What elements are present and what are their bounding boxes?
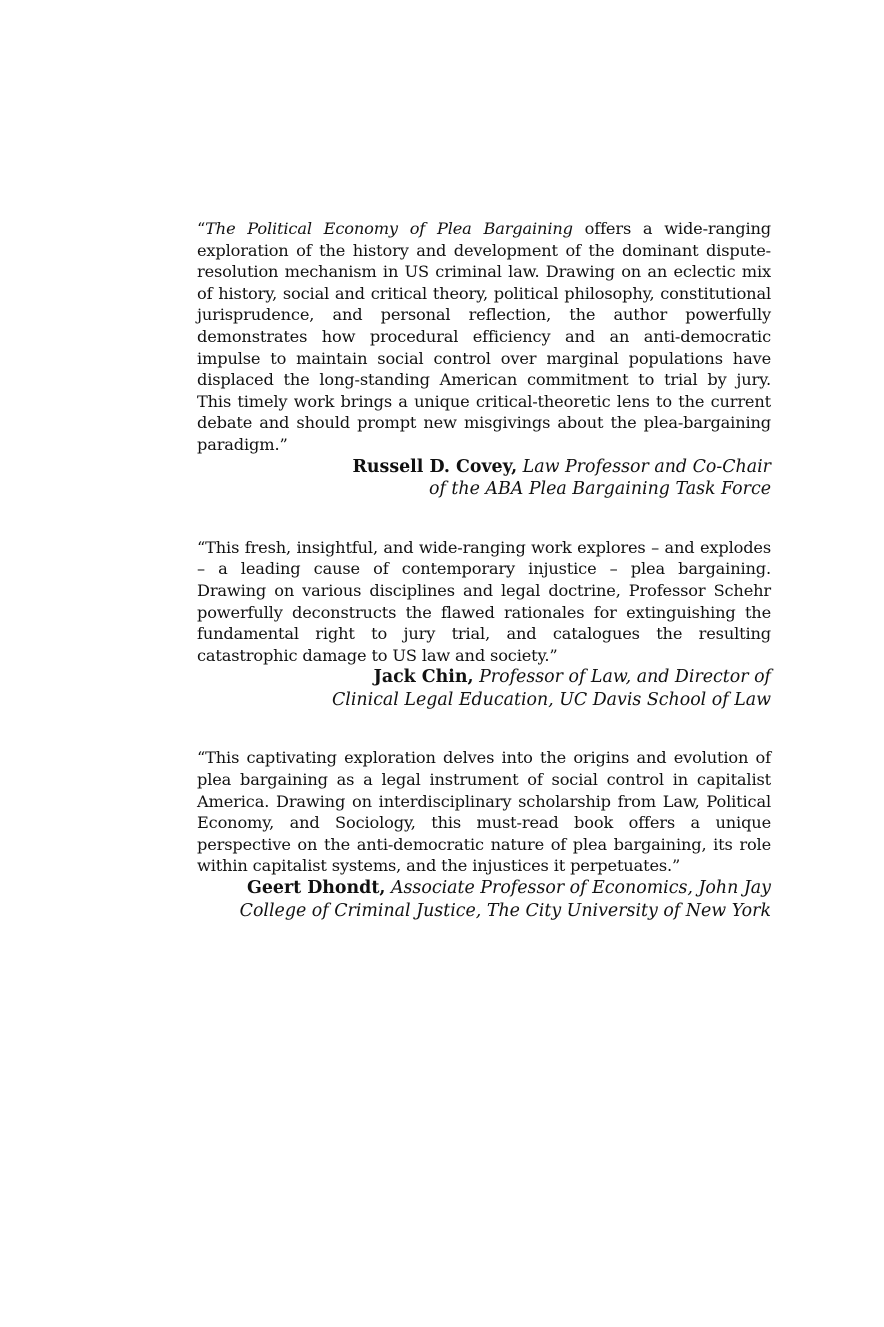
endorsement-quote: “This fresh, insightful, and wide-ranging work explores – and explodes – a leading cause of contemporary injustice – plea bargaining. Drawing on various disciplines and legal doctrine, Professor Schehr powerfully deconstructs the flawed rationales for extinguishing the fundamental right to jury trial, and catalogues the resulting catastrophic damage to US law and society.”: [197, 537, 771, 665]
endorsement-attribution: [197, 877, 771, 922]
endorsements-page: [197, 218, 771, 958]
endorser-title: Associate Professor of Economics, John Jay: [385, 878, 771, 899]
endorser-name: Russell D. Covey,: [352, 456, 518, 477]
endorser-affiliation: Clinical Legal Education, UC Davis School of Law: [332, 689, 771, 710]
endorser-name: Jack Chin,: [373, 667, 474, 688]
open-quote: “: [197, 219, 206, 238]
endorser-affiliation: College of Criminal Justice, The City University of New York: [239, 900, 771, 921]
endorsement-attribution: [197, 456, 771, 501]
endorsement-quote: [197, 218, 771, 456]
endorser-title: Law Professor and Co-Chair: [517, 456, 771, 477]
endorser-title: Professor of Law, and Director of: [473, 667, 771, 688]
quote-body: offers a wide-ranging exploration of the history and development of the dominant dispute-resolution mechanism in US criminal law. Drawing on an eclectic mix of history, social and critical theory, political philosophy, constitutional jurisprudence, and personal reflection, the author powerfully demonstrates how procedural efficiency and an anti-democratic impulse to maintain social control over marginal populations have displaced the long-standing American commitment to trial by jury. This timely work brings a unique critical-theoretic lens to the current debate and should prompt new misgivings about the plea-bargaining paradigm.”: [197, 219, 772, 454]
endorser-name: Geert Dhondt,: [246, 878, 386, 899]
endorsement-dhondt: [197, 747, 771, 922]
endorsement-covey: [197, 218, 771, 501]
book-title: The Political Economy of Plea Bargaining: [205, 219, 573, 238]
endorsement-quote: “This captivating exploration delves into the origins and evolution of plea bargaining as a legal instrument of social control in capitalist America. Drawing on interdisciplinary scholarship from Law, Political Economy, and Sociology, this must-read book offers a unique perspective on the anti-democratic nature of plea bargaining, its role within capitalist systems, and the injustices it perpetuates.”: [197, 748, 771, 876]
endorser-affiliation: of the ABA Plea Bargaining Task Force: [428, 479, 771, 500]
endorsement-attribution: [197, 666, 771, 711]
endorsement-chin: [197, 537, 771, 712]
